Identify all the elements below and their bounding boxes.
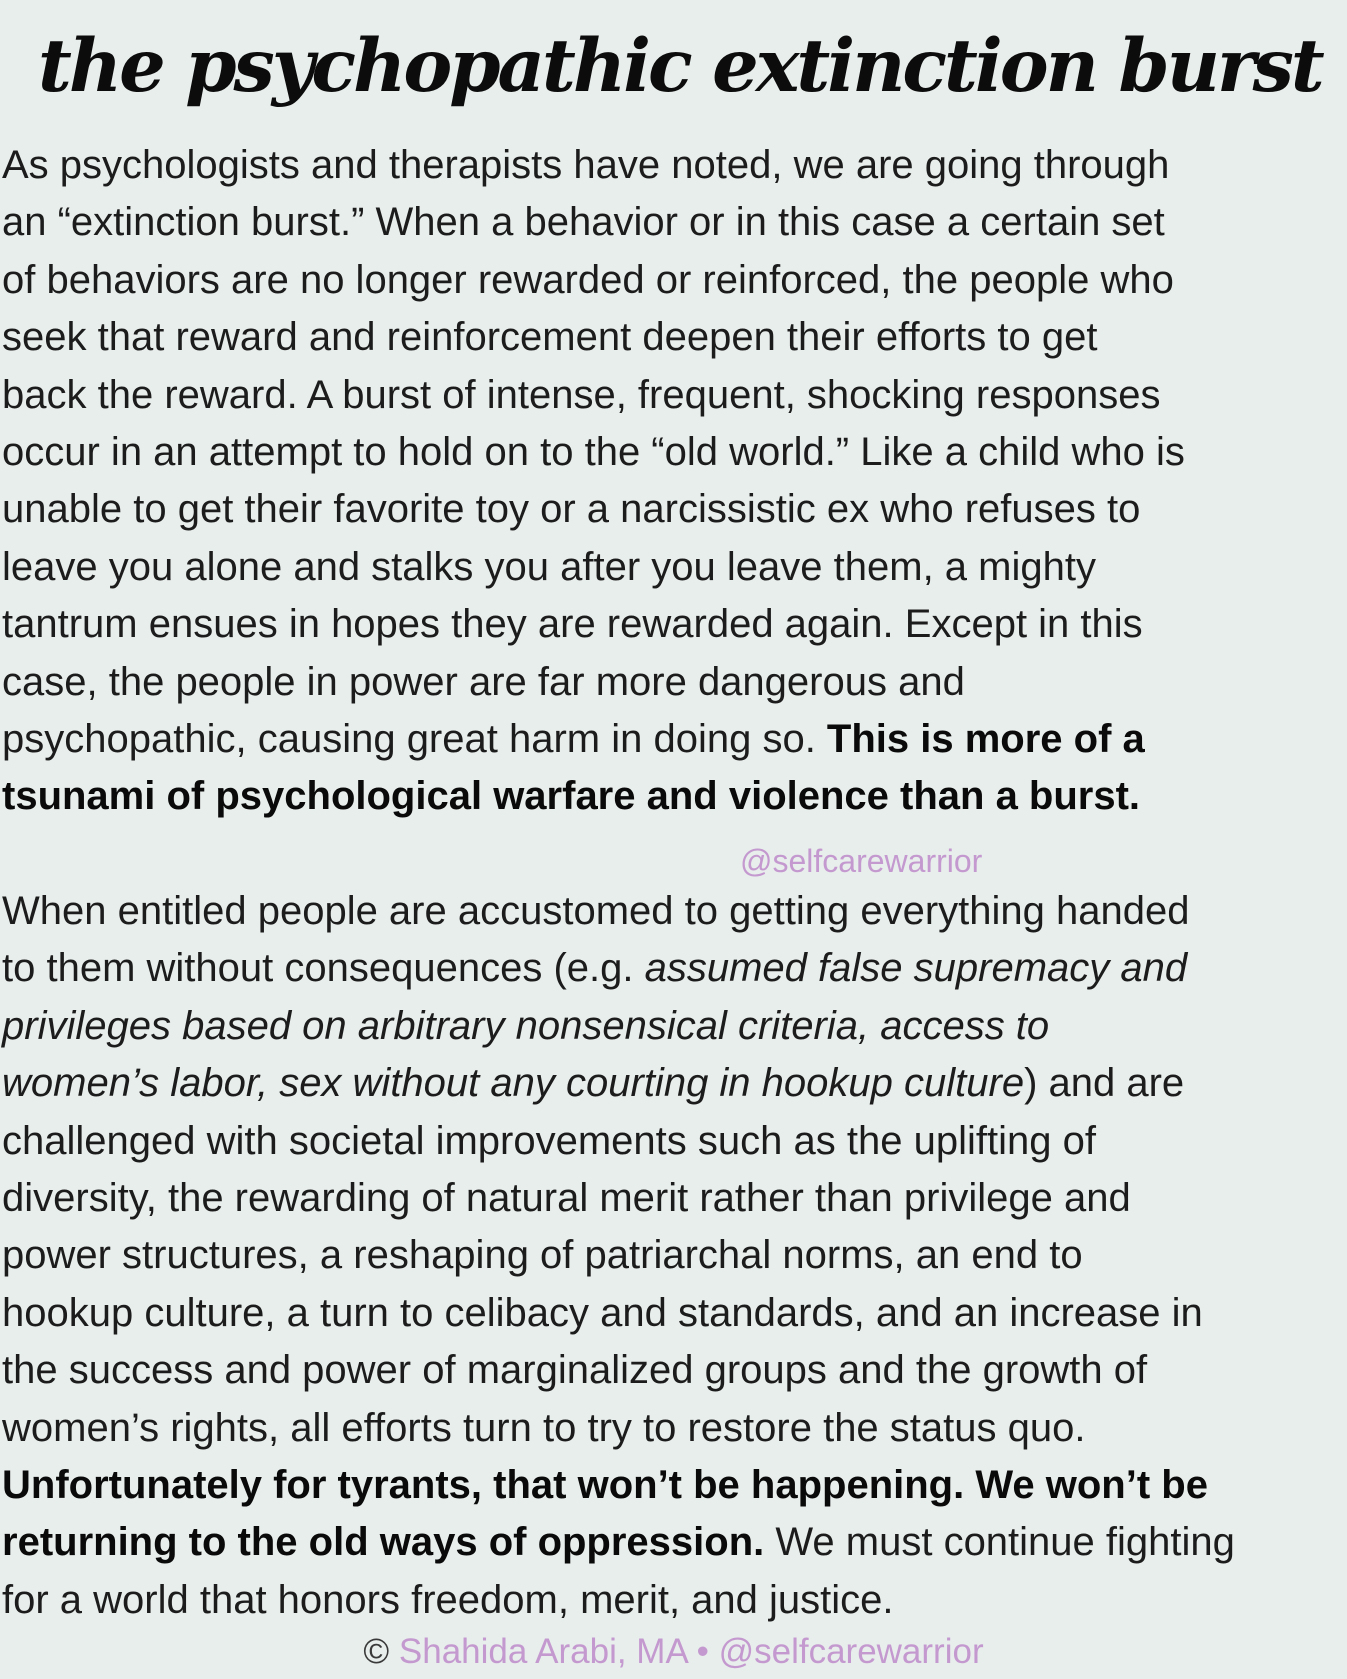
text-run: for a world that honors freedom, merit, and justice. <box>2 1577 894 1622</box>
text-line <box>2 1400 1342 1457</box>
text-run: As psychologists and therapists have noted, we are going through <box>2 143 1170 187</box>
bold-text: tsunami of psychological warfare and violence than a burst. <box>2 774 1141 819</box>
text-run: challenged with societal improvements such as the uplifting of <box>2 1118 1096 1163</box>
text-run: hookup culture, a turn to celibacy and standards, and an increase in <box>2 1290 1203 1335</box>
text-line <box>2 1572 1342 1629</box>
text-run: We must continue fighting <box>764 1520 1235 1565</box>
post-title: the psychopathic extinction burst <box>38 23 1322 109</box>
italic-text: women’s labor, sex without any courting in hookup culture <box>2 1061 1025 1106</box>
text-run: an “extinction burst.” When a behavior or in this case a certain set <box>2 200 1165 245</box>
text-line <box>2 194 1342 251</box>
text-line <box>2 1055 1342 1112</box>
text-line <box>2 940 1342 997</box>
copyright-symbol: © <box>363 1632 390 1671</box>
text-line <box>2 711 1342 768</box>
text-line <box>2 1113 1342 1170</box>
bold-text: Unfortunately for tyrants, that won’t be happening. We won’t be <box>2 1463 1208 1508</box>
text-run: power structures, a reshaping of patriarchal norms, an end to <box>2 1233 1083 1278</box>
text-run: women’s rights, all efforts turn to try to restore the status quo. <box>2 1405 1086 1450</box>
text-run: occur in an attempt to hold on to the “old world.” Like a child who is <box>2 430 1185 475</box>
text-run: unable to get their favorite toy or a narcissistic ex who refuses to <box>2 487 1141 532</box>
credit-text: Shahida Arabi, MA • @selfcarewarrior <box>389 1632 984 1671</box>
text-line <box>2 998 1342 1055</box>
text-line <box>2 1514 1342 1571</box>
text-run: the success and power of marginalized groups and the growth of <box>2 1348 1148 1393</box>
bold-text: This is more of a <box>826 717 1145 762</box>
text-run: leave you alone and stalks you after you leave them, a mighty <box>2 544 1096 589</box>
text-run: psychopathic, causing great harm in doing so. <box>2 717 827 762</box>
italic-text: privileges based on arbitrary nonsensical criteria, access to <box>2 1003 1050 1048</box>
text-line <box>2 596 1342 653</box>
text-line <box>2 539 1342 596</box>
text-line <box>2 252 1342 309</box>
text-line <box>2 768 1342 825</box>
text-run: seek that reward and reinforcement deepen their efforts to get <box>2 315 1098 360</box>
paragraph-1 <box>2 137 1342 826</box>
text-run: case, the people in power are far more dangerous and <box>2 659 965 704</box>
text-line <box>2 424 1342 481</box>
text-run: of behaviors are no longer rewarded or reinforced, the people who <box>2 257 1174 302</box>
text-run: to them without consequences (e.g. <box>2 946 645 991</box>
text-run: ) and are <box>1024 1061 1185 1106</box>
text-line <box>2 1227 1342 1284</box>
text-line <box>2 654 1342 711</box>
text-line <box>2 883 1342 940</box>
text-line <box>2 1457 1342 1514</box>
text-run: diversity, the rewarding of natural merit rather than privilege and <box>2 1176 1131 1221</box>
text-run: tantrum ensues in hopes they are rewarded again. Except in this <box>2 602 1143 647</box>
text-line <box>2 1285 1342 1342</box>
text-line <box>2 1170 1342 1227</box>
paragraph-2 <box>2 883 1342 1629</box>
watermark-handle: @selfcarewarrior <box>740 843 983 879</box>
author-credit <box>0 1630 1347 1674</box>
text-run: When entitled people are accustomed to getting everything handed <box>2 889 1190 933</box>
bold-text: returning to the old ways of oppression. <box>2 1520 765 1565</box>
italic-text: assumed false supremacy and <box>644 946 1188 991</box>
text-run: back the reward. A burst of intense, frequent, shocking responses <box>2 372 1161 417</box>
text-line <box>2 1342 1342 1399</box>
text-line <box>2 137 1342 194</box>
text-line <box>2 367 1342 424</box>
text-line <box>2 309 1342 366</box>
text-line <box>2 481 1342 538</box>
